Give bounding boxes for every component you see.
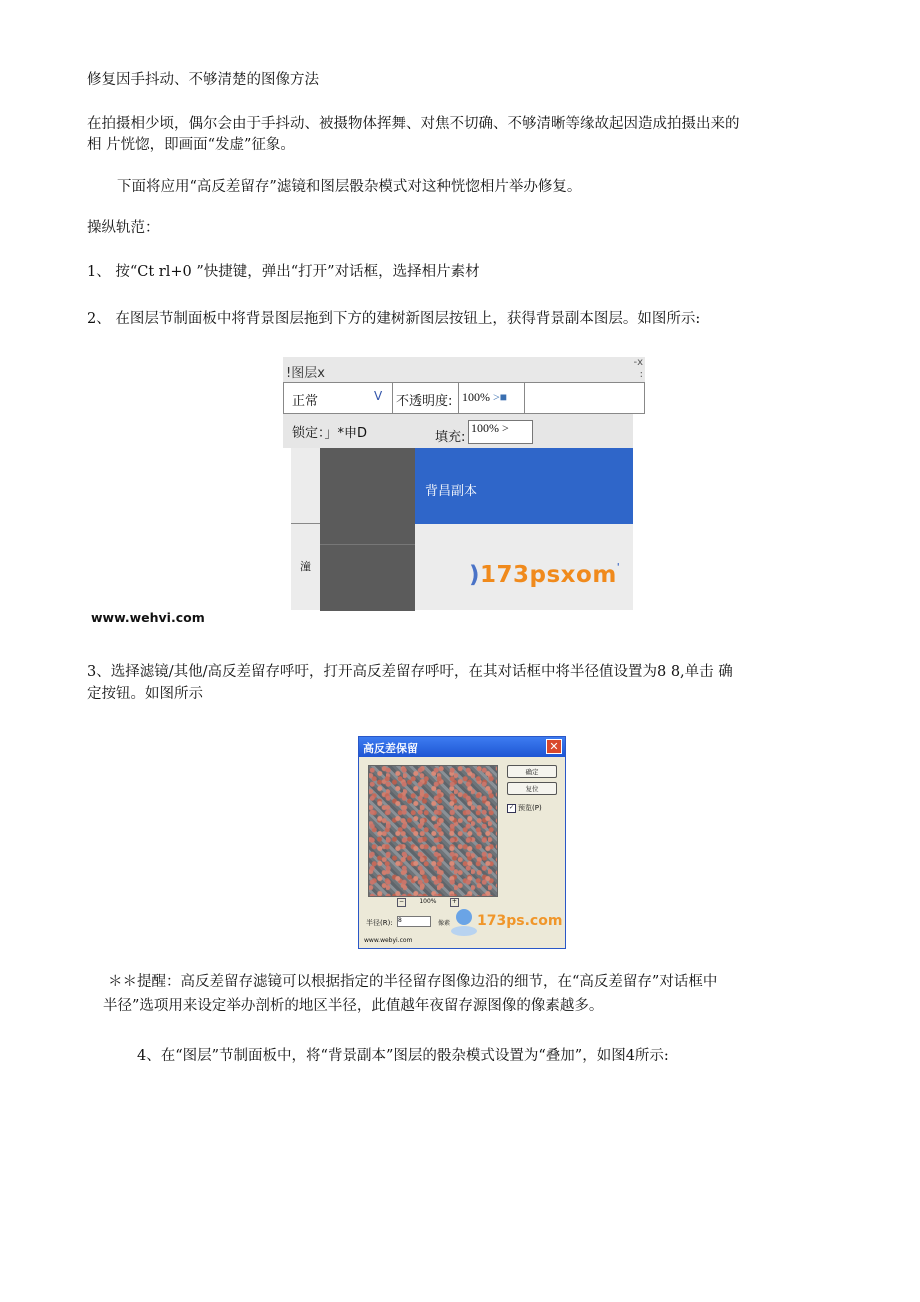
layer-name-background-copy: 背昌副本 <box>425 484 478 499</box>
tip-line-2: 半径”选项用来设定举办剖析的地区半径，此值越年夜留存源图像的像素越多。 <box>103 998 604 1014</box>
blend-mode-select[interactable]: 正常 <box>292 394 319 409</box>
layer-visibility-column <box>291 448 320 610</box>
step-3-line-1: 3、选择滤镜/其他/高反差留存呼吁，打开高反差留存呼吁，在其对话框中将半径值设置为8 8,单击 确 <box>87 664 733 680</box>
step-2: 2、 在图层节制面板中将背景图层拖到下方的建树新图层按钮上，获得背景副本图层。如图所示: <box>87 311 701 327</box>
reset-button[interactable]: 复位 <box>507 782 557 795</box>
step-3-line-2: 定按钮。如图所示 <box>87 686 203 702</box>
logo-icon <box>456 909 472 925</box>
site-url: www.webyi.com <box>364 937 413 944</box>
layers-blend-row <box>283 382 645 414</box>
preview-image[interactable] <box>368 765 498 897</box>
close-icon[interactable]: ✕ <box>546 739 562 754</box>
layer-glyph: 潼 <box>300 560 311 573</box>
opacity-input[interactable] <box>462 390 507 405</box>
intro-line-1: 在拍摄相少顷，偶尔会由于手抖动、被摄物体挥舞、对焦不切确、不够清晰等缘故起因造成拍摄出来的 <box>87 116 740 132</box>
layers-panel-titlebar <box>283 357 645 382</box>
dialog-titlebar <box>359 737 565 757</box>
step-4: 4、在“图层”节制面板中，将“背景副本”图层的骰杂模式设置为“叠加”，如图4所示: <box>137 1048 669 1064</box>
opacity-label: 不透明度: <box>396 394 453 409</box>
opacity-arrow-icon[interactable]: >■ <box>493 390 508 404</box>
divider <box>291 523 320 524</box>
preview-checkbox[interactable] <box>507 803 542 813</box>
divider <box>524 383 525 413</box>
zoom-in-icon[interactable]: + <box>451 898 457 905</box>
divider <box>458 383 459 413</box>
fill-label: 填充: <box>435 430 466 445</box>
preview-label: 预览(P) <box>518 804 542 812</box>
steps-label: 操纵轨范： <box>87 220 160 236</box>
watermark-logo: )173psxom' <box>469 562 621 588</box>
lock-label: 锁定：」*申D <box>292 426 368 441</box>
panel-close-icon[interactable]: -x : <box>633 357 643 380</box>
zoom-value: 100% <box>419 898 437 905</box>
layers-panel-figure <box>283 357 645 611</box>
radius-label: 半径(R): <box>366 919 393 927</box>
layer-thumbnail-background <box>320 544 415 611</box>
dialog-title: 高反差保留 <box>363 742 418 755</box>
high-pass-dialog <box>358 736 566 949</box>
fill-input[interactable]: 100% > <box>468 420 533 444</box>
page-title: 修复因手抖动、不够清楚的图像方法 <box>87 72 319 88</box>
layers-lock-row <box>283 414 633 448</box>
layer-thumbnail-copy <box>320 448 415 544</box>
radius-unit: 像素 <box>438 920 451 927</box>
zoom-control <box>397 898 477 907</box>
radius-input[interactable]: 8 <box>397 916 431 927</box>
site-watermark: 173ps.com <box>477 913 563 929</box>
opacity-value: 100% <box>462 390 490 404</box>
watermark-site: www.wehvi.com <box>91 610 205 625</box>
layer-row-background[interactable] <box>415 524 633 610</box>
layers-panel-title: !图层x <box>286 366 325 381</box>
logo-shadow-icon <box>451 926 477 936</box>
tip-line-1: ＊＊提醒：高反差留存滤镜可以根据指定的半径留存图像边沿的细节，在“高反差留存”对话框中 <box>108 974 718 990</box>
layer-row-background-copy[interactable] <box>415 448 633 524</box>
chevron-down-icon[interactable]: V <box>374 389 383 403</box>
checkbox-icon[interactable]: ✓ <box>508 803 515 811</box>
divider <box>392 383 393 413</box>
step-1: 1、 按“Ct rl+0 ”快捷键，弹出“打开”对话框，选择相片素材 <box>87 264 480 280</box>
intro-line-2: 相 片恍惚，即画面“发虚”征象。 <box>87 137 295 153</box>
ok-button[interactable]: 确定 <box>507 765 557 778</box>
intro-paragraph-2: 下面将应用“高反差留存”滤镜和图层骰杂模式对这种恍惚相片举办修复。 <box>117 179 582 195</box>
zoom-out-icon[interactable]: − <box>398 898 405 905</box>
